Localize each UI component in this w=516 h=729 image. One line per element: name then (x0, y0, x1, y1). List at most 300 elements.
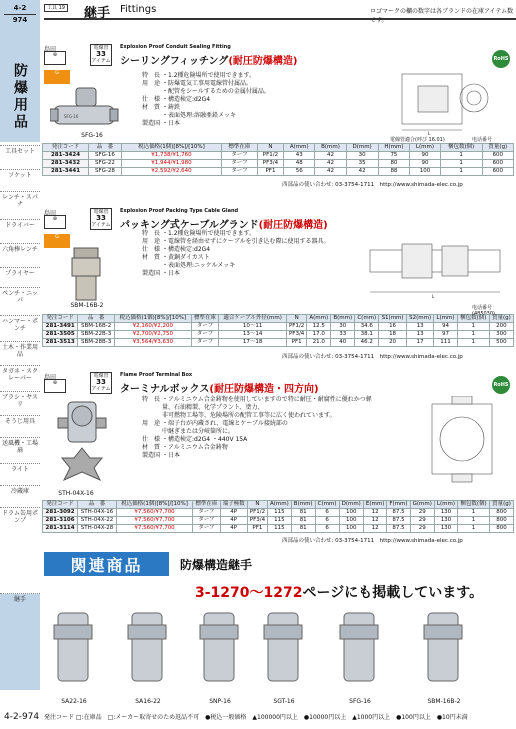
table-cell: 4P (220, 517, 247, 525)
table-cell: 100 (410, 168, 440, 176)
table-header: N (287, 315, 307, 323)
spec-value: 中継ぎまたは分岐箇所に。 (162, 428, 235, 435)
table-cell: STH-04X-28 (78, 525, 117, 533)
table-cell: 115 (267, 525, 291, 533)
related-item-label: SA22-16 (61, 698, 87, 705)
reference-note: 電線管適合(呼び 16.01) (390, 137, 445, 143)
table-cell: PF1/2 (257, 152, 283, 160)
table-cell: 81 (291, 525, 315, 533)
gcom-logo: G (44, 234, 70, 248)
order-code[interactable]: 281-3114 (43, 525, 78, 533)
spec-key: 用 途 (142, 238, 161, 245)
table-cell: 87.5 (387, 509, 410, 517)
spec-value: ・配管をシールするための金属付属品。 (162, 88, 270, 95)
table-header: B(mm) (331, 315, 355, 323)
table-cell: SBM-28B-3 (78, 339, 115, 347)
table-cell: 56 (284, 168, 315, 176)
spec-key: 用 途 (142, 420, 161, 427)
spec-key (142, 262, 162, 270)
sidebar-item[interactable]: ドライバー (5, 222, 35, 229)
spec-row (142, 452, 382, 460)
related-product-image[interactable] (254, 605, 314, 695)
table-cell: 4P (220, 525, 247, 533)
spec-row (142, 104, 322, 112)
table-row (43, 152, 514, 160)
table-cell: PF3/4 (257, 160, 283, 168)
spec-value: ・表面処理:溶融亜鉛メッキ (162, 112, 237, 119)
sidebar-divider (0, 287, 40, 288)
table-cell: 600 (482, 160, 513, 168)
table-cell: 1 (440, 152, 482, 160)
table-cell: 20 (379, 339, 407, 347)
sidebar-item[interactable]: 送風機・工場扇 (1, 440, 38, 454)
table-cell: 1 (457, 509, 489, 517)
spec-value: ・構造検定:d2G4 ・440V 15A (162, 436, 248, 443)
spec-value: ・日本 (162, 270, 181, 277)
table-cell: ターフ (221, 152, 257, 160)
sidebar-item[interactable]: 土木・作業用品 (1, 344, 38, 358)
table-header: G(mm) (410, 501, 434, 509)
table-cell: STH-04X-22 (78, 517, 117, 525)
table-cell: PF1 (247, 525, 267, 533)
table-cell: 800 (490, 509, 514, 517)
spec-row (142, 80, 322, 88)
table-cell: 29 (410, 509, 434, 517)
reference-code: 电话番号 (472, 305, 493, 311)
product-image-sth (54, 398, 110, 488)
spec-key: 特 長 (142, 72, 161, 79)
table-header: 梱包数(個) (457, 501, 489, 509)
spec-value: ・表面処理:ニッケルメッキ (162, 262, 236, 269)
table-cell: 17 (406, 339, 434, 347)
spec-value: ・1.2種危険場所で使用できます。 (162, 230, 256, 237)
table-cell: 100 (339, 525, 363, 533)
order-code[interactable]: 281-3513 (43, 339, 78, 347)
table-header: A(mm) (267, 501, 291, 509)
table-cell: 21.0 (307, 339, 331, 347)
spec-key: 特 長 (142, 396, 161, 403)
sidebar-divider (0, 507, 40, 508)
table-cell: PF1/2 (287, 323, 307, 331)
table-cell: 87.5 (387, 525, 410, 533)
table-cell: 42 (315, 168, 346, 176)
sidebar-divider (0, 219, 40, 220)
related-item-label: SFG-16 (349, 698, 371, 705)
rohs-badge: RoHS (492, 376, 510, 394)
table-header: 標準在庫 (193, 501, 220, 509)
table-cell: 600 (482, 168, 513, 176)
table-cell: 33 (331, 331, 355, 339)
table-cell: 6 (315, 525, 339, 533)
table-header: A(mm) (284, 144, 315, 152)
table-header: 発注コード (43, 501, 78, 509)
sidebar-divider (0, 191, 40, 192)
table-cell: PF1 (257, 168, 283, 176)
spec-value: ・アルミニウム合金鋳物を使用していますので特に耐圧・耐腐性に優れかつ軽量、石油精製、化学プラント、塗力、 (162, 396, 372, 411)
brand-badge: 電線管 33 アイテム (91, 45, 111, 64)
order-code[interactable]: 281-3505 (43, 331, 78, 339)
spec-key (142, 88, 162, 96)
table-cell: 100 (339, 509, 363, 517)
table-cell: 18 (379, 331, 407, 339)
spec-row (142, 270, 332, 278)
spec-key: 製造国 (142, 120, 161, 127)
order-code[interactable]: 281-3424 (43, 152, 89, 160)
header-divider (44, 18, 516, 20)
related-item-label: SNP-16 (209, 698, 231, 705)
table-cell: 500 (489, 339, 513, 347)
spec-row (142, 96, 322, 104)
table-cell: 12 (363, 517, 387, 525)
spec-row (142, 246, 332, 254)
table-cell: 97 (434, 331, 457, 339)
maker-name: 島田 (44, 374, 57, 381)
sidebar-item[interactable]: ペンチ・ニッパ (2, 290, 38, 304)
table-cell: 800 (490, 525, 514, 533)
spec-value: ・黄銅ダイカスト (162, 254, 210, 261)
table-cell: 1 (457, 517, 489, 525)
order-code[interactable]: 281-3092 (43, 509, 78, 517)
brand-badge: 電線管 33 アイテム (91, 373, 111, 392)
table-header: A(mm) (307, 315, 331, 323)
spec-list (142, 230, 332, 278)
spec-list (142, 396, 382, 460)
sidebar-current-band (0, 594, 40, 690)
table-header: 梱包数(個) (440, 144, 482, 152)
table-header: 発注コード (43, 144, 89, 152)
spec-value: ・日本 (162, 120, 181, 127)
order-code[interactable]: 281-3106 (43, 517, 78, 525)
sidebar-divider (0, 243, 40, 244)
table-cell: 4P (220, 509, 247, 517)
sidebar-item[interactable]: ソケット (8, 172, 32, 179)
table-row (43, 160, 514, 168)
sidebar-item[interactable]: ブラシ・ヤスリ (2, 394, 38, 408)
table-row (43, 339, 514, 347)
table-cell: SFG-28 (89, 168, 122, 176)
table-cell: 35 (346, 160, 378, 168)
table-cell: ¥2,160/¥2,200 (114, 323, 191, 331)
table-cell: SFG-22 (89, 160, 122, 168)
spec-row (142, 444, 382, 452)
table-header: C(mm) (355, 315, 379, 323)
product-en-title: Explosion Proof Packing Type Cable Gland (120, 208, 239, 214)
table-header: 標準在庫 (221, 144, 257, 152)
spec-row (142, 230, 332, 238)
related-tag: 関連商品 (44, 552, 169, 576)
header-category-tag: 工具 19 (44, 4, 68, 12)
table-cell: 12.5 (307, 323, 331, 331)
spec-row (142, 396, 382, 412)
table-header: 質量(g) (489, 315, 513, 323)
table-cell: 115 (267, 517, 291, 525)
maker-logo: ⊛ (44, 51, 66, 65)
maker-name: 島田 (44, 210, 57, 217)
sidebar-item[interactable]: そうじ用具 (4, 418, 35, 425)
sidebar-divider (0, 391, 40, 392)
spec-value: ・構造検定:d2G4 (162, 246, 211, 253)
spec-row (142, 262, 332, 270)
section-cable-gland (42, 206, 514, 360)
maker-name: 島田 (44, 46, 57, 53)
table-cell: 34.6 (355, 323, 379, 331)
table-cell: ¥7,560/¥7,700 (116, 509, 192, 517)
spec-key: 製造国 (142, 452, 161, 459)
spec-table (42, 143, 514, 176)
spec-row (142, 436, 382, 444)
related-product-image[interactable] (190, 605, 250, 695)
related-title: 防爆構造継手 (180, 558, 253, 572)
table-cell: 800 (490, 517, 514, 525)
sidebar-item[interactable]: タガネ・スクレーパー (1, 368, 38, 382)
sidebar-item[interactable]: レンチ・スパナ (2, 194, 38, 208)
table-cell: 81 (291, 509, 315, 517)
table-cell: 81 (291, 517, 315, 525)
table-cell: 1 (457, 331, 489, 339)
table-cell: 1 (457, 525, 489, 533)
related-item-label: SA16-22 (135, 698, 161, 705)
table-cell: ¥7,560/¥7,700 (116, 517, 192, 525)
sidebar-item[interactable]: ライト (11, 466, 29, 473)
sidebar-divider (0, 145, 40, 146)
table-header: C(mm) (315, 501, 339, 509)
spec-value: ・日本 (162, 452, 181, 459)
table-cell: 130 (434, 509, 457, 517)
spec-key: 材 質 (142, 104, 161, 111)
table-cell: 16 (379, 323, 407, 331)
spec-row (142, 420, 382, 428)
sidebar-category: 防爆用品 (0, 52, 40, 142)
contact-line: 西部品の使い合わせ: 03-3754-1711 http://www.shimada-elec.co.jp (282, 182, 463, 188)
sidebar-divider (0, 463, 40, 464)
spec-key: 材 質 (142, 444, 161, 451)
table-cell: ターフ (191, 339, 219, 347)
table-header: F(mm) (387, 501, 410, 509)
table-cell: 13 (406, 323, 434, 331)
table-cell: PF1 (287, 339, 307, 347)
table-cell: 13～14 (219, 331, 287, 339)
related-item-label: SBM-16B-2 (427, 698, 461, 705)
table-row (43, 517, 514, 525)
spec-table (42, 500, 514, 533)
table-cell: ターフ (191, 331, 219, 339)
table-header: B(mm) (291, 501, 315, 509)
table-cell: ¥3,564/¥3,630 (114, 339, 191, 347)
sidebar-divider (0, 593, 40, 594)
table-cell: STH-04X-16 (78, 509, 117, 517)
table-cell: 40 (331, 339, 355, 347)
table-header: 品 番 (78, 501, 117, 509)
page-subtitle: Fittings (120, 4, 157, 15)
sidebar-item[interactable]: ハンマー・ポンチ (1, 318, 38, 332)
related-product-image[interactable] (414, 605, 474, 695)
table-cell: ターフ (193, 517, 220, 525)
table-cell: 130 (434, 517, 457, 525)
spec-key: 仕 様 (142, 436, 161, 443)
related-item-label: SGT-16 (273, 698, 295, 705)
table-cell: 1 (440, 160, 482, 168)
table-cell: 42 (346, 168, 378, 176)
table-cell: ¥2,700/¥2,750 (114, 331, 191, 339)
table-row (43, 168, 514, 176)
product-title: パッキング式ケーブルグランド(耐圧防爆構造) (120, 220, 328, 231)
table-cell: PF1/2 (247, 509, 267, 517)
table-cell: 13 (406, 331, 434, 339)
table-cell: SFG-16 (89, 152, 122, 160)
table-cell: 6 (315, 517, 339, 525)
table-header: 品 番 (78, 315, 115, 323)
table-cell: ターフ (221, 160, 257, 168)
gcom-logo: G (44, 70, 70, 84)
table-header: S1(mm) (379, 315, 407, 323)
table-cell: 1 (457, 323, 489, 331)
table-header: 税込価格(1個)[8%]/[10%] (114, 315, 191, 323)
dimension-drawing (422, 396, 512, 496)
table-cell: 29 (410, 525, 434, 533)
table-row (43, 509, 514, 517)
sidebar-divider (0, 267, 40, 268)
spec-row (142, 254, 332, 262)
table-header: D(mm) (346, 144, 378, 152)
table-header: 質量(g) (482, 144, 513, 152)
spec-key: 仕 様 (142, 96, 161, 103)
table-cell: 87.5 (387, 517, 410, 525)
spec-value: ・防爆電気工事用電線管付属品。 (162, 80, 253, 87)
order-code[interactable]: 281-3441 (43, 168, 89, 176)
table-cell: ターフ (193, 509, 220, 517)
order-code[interactable]: 281-3432 (43, 160, 89, 168)
table-cell: 90 (410, 152, 440, 160)
table-cell: ¥7,560/¥7,700 (116, 525, 192, 533)
svg-text:SFG-16: SFG-16 (64, 114, 79, 119)
table-cell: 30 (331, 323, 355, 331)
page-number-top: 4-2 974 (4, 4, 36, 25)
spec-table (42, 314, 514, 347)
table-header: E(mm) (363, 501, 387, 509)
table-cell: 1 (457, 339, 489, 347)
spec-list (142, 72, 322, 128)
table-header: 税込価格(1個)[8%]/[10%] (121, 144, 221, 152)
table-header: 梱包数(個) (457, 315, 489, 323)
spec-value: ・鋳鉄 (162, 104, 181, 111)
table-cell: ターフ (193, 525, 220, 533)
spec-row (142, 238, 332, 246)
table-cell: 48 (284, 160, 315, 168)
table-cell: SBM-16B-2 (78, 323, 115, 331)
sidebar-item[interactable]: 六角棒レンチ (2, 246, 38, 253)
table-cell: 1 (440, 168, 482, 176)
spec-key: 用 途 (142, 80, 161, 87)
table-cell: 43 (284, 152, 315, 160)
spec-key (142, 112, 162, 120)
table-cell: 600 (482, 152, 513, 160)
table-cell: 100 (339, 517, 363, 525)
spec-value: ・端子台が内蔵され、電線とケーブル接続部の (162, 420, 288, 427)
sidebar-divider (0, 415, 40, 416)
table-cell: SBM-22B-3 (78, 331, 115, 339)
table-cell: ターフ (191, 323, 219, 331)
order-code[interactable]: 281-3491 (43, 323, 78, 331)
image-caption: SFG-16 (81, 132, 103, 139)
sidebar-item[interactable]: ドラム缶用ポンプ (2, 510, 38, 524)
table-cell: 80 (378, 160, 410, 168)
product-en-title: Explosion Proof Conduit Sealing Fitting (120, 44, 231, 50)
maker-logo: ⊛ (44, 379, 66, 393)
dimension-drawing (362, 226, 512, 300)
svg-text:L: L (428, 131, 431, 136)
sidebar-item[interactable]: 工具セット (4, 148, 35, 155)
table-header: L(mm) (434, 501, 457, 509)
contact-line: 西部品の使い合わせ: 03-3754-1711 http://www.shimada-elec.co.jp (282, 538, 463, 544)
table-cell: 17～18 (219, 339, 287, 347)
table-header: 品 番 (89, 144, 122, 152)
sidebar-item[interactable]: プライヤー (5, 270, 35, 277)
related-page-ref[interactable]: 3-1270～1272ページにも掲載しています。 (195, 585, 484, 601)
spec-key (142, 428, 162, 436)
table-cell: 88 (378, 168, 410, 176)
table-header: B(mm) (315, 144, 346, 152)
table-row (43, 525, 514, 533)
spec-value: ・1.2種危険場所で使用できます。 (162, 72, 256, 79)
table-header: L(mm) (410, 144, 440, 152)
legend: 発注コード □:在庫品 □:メーカー取寄せのため返品不可 ●税込一般価格 ▲100000円以上 ●10000円以上 ▲1000円以上 ●100円以上 ●10円未満 (44, 714, 468, 721)
table-cell: 42 (315, 160, 346, 168)
product-image-sfg (50, 86, 120, 134)
spec-row (142, 72, 322, 80)
spec-key: 材 質 (142, 254, 161, 261)
table-cell: 130 (434, 525, 457, 533)
sidebar-item[interactable]: 継手 (13, 596, 26, 603)
dimension-drawing (382, 68, 502, 136)
table-cell: 94 (434, 323, 457, 331)
table-cell: 200 (489, 323, 513, 331)
table-cell: 6 (315, 509, 339, 517)
table-header: 税込価格(1個)[8%]/[10%] (116, 501, 192, 509)
table-cell: 90 (410, 160, 440, 168)
table-cell: 10～11 (219, 323, 287, 331)
header-note: ロゴマークの欄の数字は各ブランドの在庫アイテム数です。 (370, 8, 514, 24)
sidebar-divider (0, 485, 40, 486)
table-header: N (257, 144, 283, 152)
related-product-image[interactable] (118, 605, 178, 695)
section-terminal-box (42, 370, 514, 545)
spec-row (142, 120, 322, 128)
table-header: 発注コード (43, 315, 78, 323)
related-product-image[interactable] (44, 605, 104, 695)
section-sealing-fitting (42, 42, 514, 188)
spec-row (142, 428, 382, 436)
related-product-image[interactable] (330, 605, 390, 695)
table-cell: 38.1 (355, 331, 379, 339)
table-cell: 115 (267, 509, 291, 517)
image-caption: STH-04X-16 (58, 490, 94, 497)
table-cell: 300 (489, 331, 513, 339)
table-cell: 17.0 (307, 331, 331, 339)
table-cell: 75 (378, 152, 410, 160)
table-cell: 12 (363, 525, 387, 533)
spec-value: ・電線管を経由せずにケーブルを引き込む際に使用する器具。 (162, 238, 330, 245)
reference-code: 电话番号 (472, 137, 493, 143)
spec-row (142, 88, 322, 96)
spec-value: ・アルミニウム合金鋳物 (162, 444, 228, 451)
sidebar-item[interactable]: 冷蔵庫 (10, 488, 29, 495)
page-number-bottom: 4-2-974 (4, 712, 40, 722)
spec-key: 製造国 (142, 270, 161, 277)
brand-badge: 電線管 33 アイテム (91, 209, 111, 228)
spec-value: ・構造検定:d2G4 (162, 96, 211, 103)
table-cell: ¥2,592/¥2,640 (121, 168, 221, 176)
table-cell: PF3/4 (287, 331, 307, 339)
